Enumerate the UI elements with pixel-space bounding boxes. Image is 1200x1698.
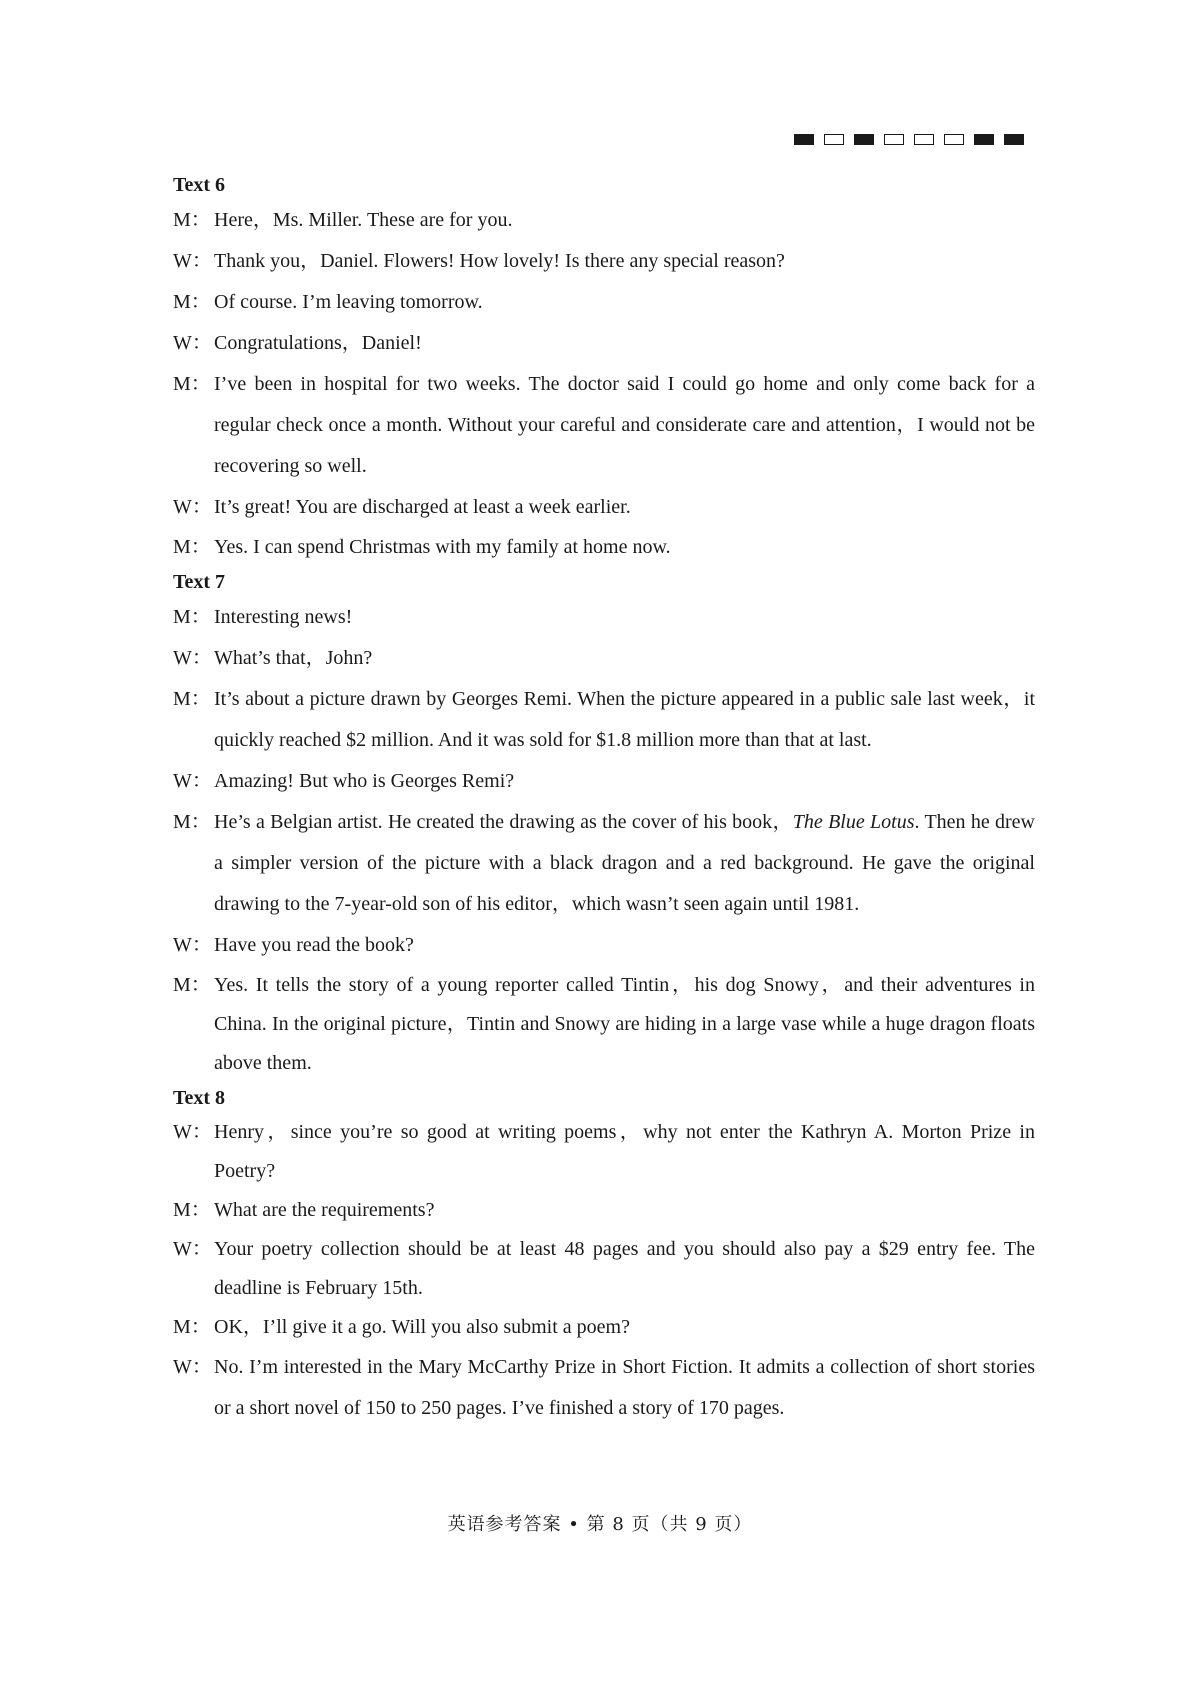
marker-block-4 [884,134,904,145]
speaker-label: M： [173,209,211,231]
speaker-label: M： [173,536,211,558]
dialogue-text: Here，Ms. Miller. These are for you. [214,209,513,231]
dialogue-line [173,597,1035,638]
marker-block-7 [974,134,994,145]
dialogue-line [173,802,1035,925]
dialogue-line [173,1191,1035,1230]
dialogue-line [173,282,1035,323]
dialogue-text: Congratulations，Daniel! [214,332,422,354]
marker-block-3 [854,134,874,145]
dialogue-text: OK，I’ll give it a go. Will you also submit a poem? [214,1316,630,1338]
section-title: Text 7 [173,571,226,593]
speaker-label: W： [173,1356,212,1378]
dialogue-line [173,1113,1035,1191]
dialogue-text: What are the requirements? [214,1199,435,1221]
dialogue-text: No. I’m interested in the Mary McCarthy Prize in Short Fiction. It admits a collection of short stories or a short novel of 150 to 250 pages. I’ve finished a story of 170 pages. [214,1356,1035,1419]
speaker-label: M： [173,1199,211,1221]
page-marker-blocks [794,134,1024,145]
section-text-6 [173,170,1035,567]
dialogue-text: Interesting news! [214,606,353,628]
dialogue-text: Yes. I can spend Christmas with my family at home now. [214,536,671,558]
dialogue-line [173,528,1035,567]
dialogue-line [173,1230,1035,1308]
dialogue-text: It’s great! You are discharged at least a week earlier. [214,496,631,518]
marker-block-8 [1004,134,1024,145]
dialogue-text: Henry，since you’re so good at writing poems，why not enter the Kathryn A. Morton Prize in Poetry? [214,1121,1035,1182]
speaker-label: M： [173,606,211,628]
dialogue-line [173,638,1035,679]
dialogue-text: What’s that，John? [214,647,373,669]
speaker-label: W： [173,250,212,272]
dialogue-line [173,364,1035,487]
dialogue-line [173,966,1035,1083]
book-title: The Blue Lotus [792,811,915,833]
speaker-label: M： [173,811,211,833]
page-footer: 英语参考答案 • 第 8 页（共 9 页） [447,1514,753,1535]
dialogue-line [173,925,1035,966]
section-title: Text 8 [173,1087,226,1109]
marker-block-6 [944,134,964,145]
dialogue-line [173,761,1035,802]
dialogue-text: I’ve been in hospital for two weeks. The doctor said I could go home and only come back for a regular check once a month. Without your careful and considerate care and attention，I would not be recovering so well. [214,373,1035,477]
dialogue-line [173,241,1035,282]
speaker-label: W： [173,934,212,956]
section-text-8 [173,1083,1035,1429]
dialogue-text: Thank you，Daniel. Flowers! How lovely! Is there any special reason? [214,250,785,272]
dialogue-text-after: . Then he drew a simpler version of the picture with a black dragon and a red background. He gave the original drawing to the 7-year-old son of his editor，which wasn’t seen again until 1981. [214,811,1035,915]
speaker-label: W： [173,496,212,518]
speaker-label: W： [173,770,212,792]
speaker-label: W： [173,1238,212,1260]
dialogue-text: Your poetry collection should be at least 48 pages and you should also pay a $29 entry fee. The deadline is February 15th. [214,1238,1035,1299]
speaker-label: W： [173,1121,212,1143]
dialogue-line [173,1308,1035,1347]
marker-block-1 [794,134,814,145]
dialogue-line [173,200,1035,241]
dialogue-line [173,1347,1035,1429]
dialogue-line [173,487,1035,528]
marker-block-2 [824,134,844,145]
dialogue-text-before: He’s a Belgian artist. He created the drawing as the cover of his book， [214,811,793,833]
dialogue-text: It’s about a picture drawn by Georges Remi. When the picture appeared in a public sale last week，it quickly reached $2 million. And it was sold for $1.8 million more than that at last. [214,688,1035,751]
speaker-label: W： [173,647,212,669]
transcript-content [173,170,1035,1429]
dialogue-text: Of course. I’m leaving tomorrow. [214,291,483,313]
speaker-label: M： [173,373,211,395]
speaker-label: M： [173,1316,211,1338]
dialogue-text: Yes. It tells the story of a young reporter called Tintin，his dog Snowy，and their adventures in China. In the original picture，Tintin and Snowy are hiding in a large vase while a huge dragon floats above them. [214,974,1035,1074]
section-title: Text 6 [173,174,226,196]
section-text-7 [173,567,1035,1083]
speaker-label: W： [173,332,212,354]
dialogue-line [173,323,1035,364]
marker-block-5 [914,134,934,145]
dialogue-line [173,679,1035,761]
speaker-label: M： [173,974,211,996]
speaker-label: M： [173,291,211,313]
dialogue-text: Have you read the book? [214,934,414,956]
dialogue-text: Amazing! But who is Georges Remi? [214,770,515,792]
speaker-label: M： [173,688,211,710]
